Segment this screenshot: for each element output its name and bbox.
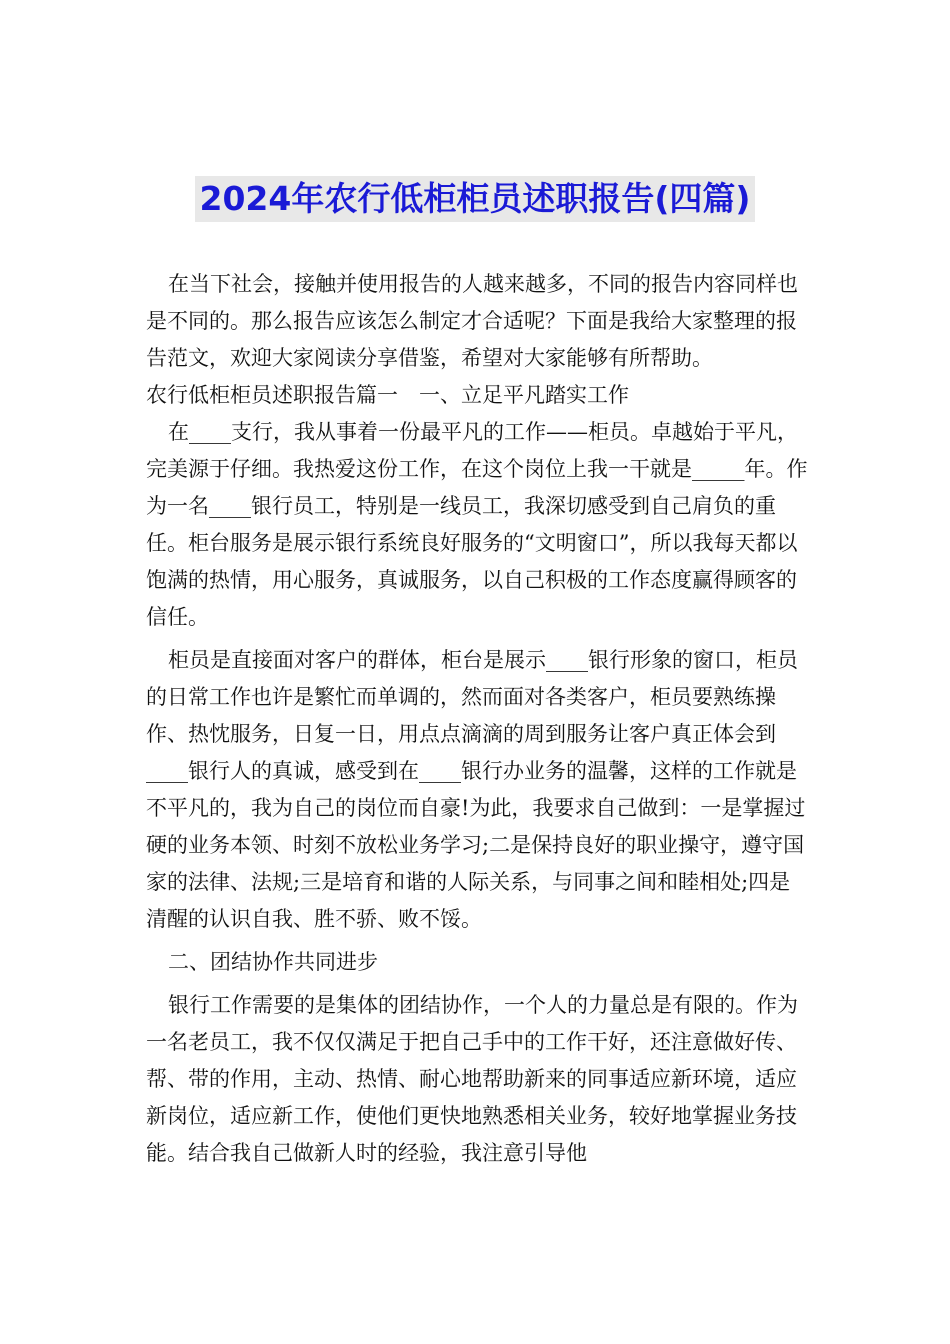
section-heading-2: 二、团结协作共同进步 (168, 950, 378, 974)
body-paragraph-2: 柜员是直接面对客户的群体，柜台是展示____银行形象的窗口，柜员的日常工作也许是繁忙而单调的，然而面对各类客户，柜员要熟练操作、热忱服务，日复一日，用点点滴滴的周到服务让客户真正体会到____银行人的真诚，感受到在____银行办业务的温馨，这样的工作就是不平凡的，我为自己的岗位而自豪!为此，我要求自己做到：一是掌握过硬的业务本领、时刻不放松业务学习;二是保持良好的职业操守，遵守国家的法律、法规;三是培育和谐的人际关系，与同事之间和睦相处;四是清醒的认识自我、胜不骄、败不馁。 (146, 648, 806, 931)
title-container (0, 176, 950, 222)
intro-paragraph: 在当下社会，接触并使用报告的人越来越多，不同的报告内容同样也是不同的。那么报告应该怎么制定才合适呢？下面是我给大家整理的报告范文，欢迎大家阅读分享借鉴，希望对大家能够有所帮助。 (146, 272, 798, 370)
body-paragraph-1: 在____支行，我从事着一份最平凡的工作——柜员。卓越始于平凡，完美源于仔细。我热爱这份工作，在这个岗位上我一干就是_____年。作为一名____银行员工，特别是一线员工，我深切感受到自己肩负的重任。柜台服务是展示银行系统良好服务的“文明窗口”，所以我每天都以饱满的热情，用心服务，真诚服务，以自己积极的工作态度赢得顾客的信任。 (146, 420, 808, 629)
document-body (146, 266, 808, 1172)
body-paragraph-3: 银行工作需要的是集体的团结协作，一个人的力量总是有限的。作为一名老员工，我不仅仅满足于把自己手中的工作干好，还注意做好传、帮、带的作用，主动、热情、耐心地帮助新来的同事适应新环境，适应新岗位，适应新工作，使他们更快地熟悉相关业务，较好地掌握业务技能。结合我自己做新人时的经验，我注意引导他 (146, 993, 798, 1165)
section-heading-1: 农行低柜柜员述职报告篇一 一、立足平凡踏实工作 (146, 383, 629, 407)
document-title: 2024年农行低柜柜员述职报告(四篇) (195, 176, 754, 222)
